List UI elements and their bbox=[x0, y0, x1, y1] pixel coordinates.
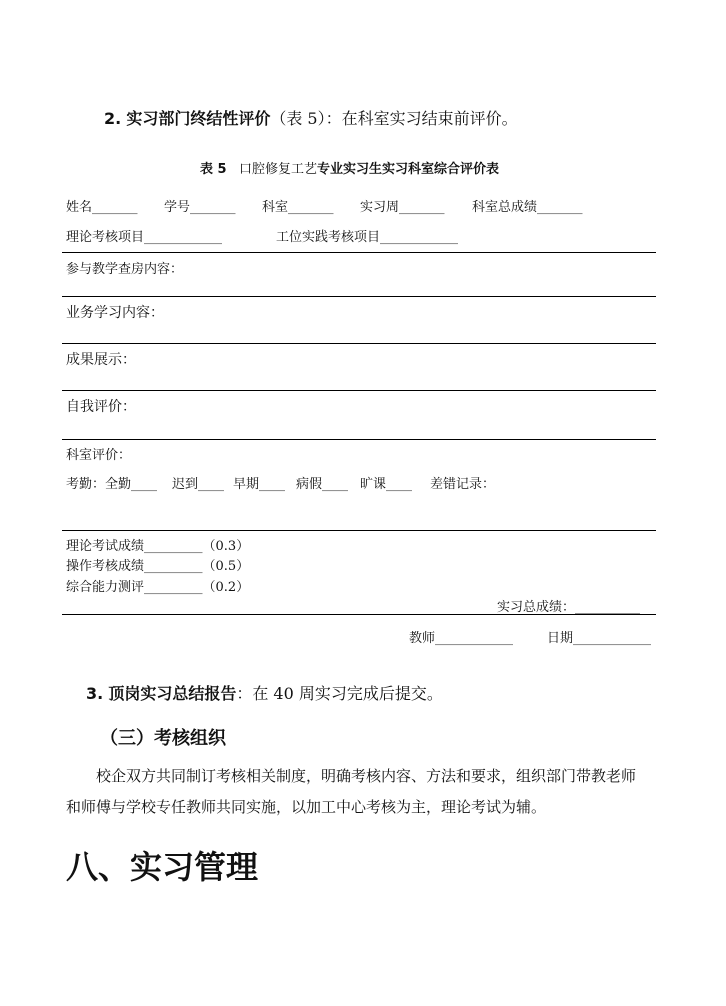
subsection-title: （三）考核组织 bbox=[100, 728, 226, 749]
self-eval-label: 自我评价： bbox=[66, 399, 136, 415]
field-internship-week: 实习周_______ bbox=[360, 200, 445, 215]
field-name: 姓名_______ bbox=[66, 200, 138, 215]
section-3-heading bbox=[86, 681, 443, 704]
divider-6 bbox=[62, 530, 656, 531]
divider-4 bbox=[62, 390, 656, 391]
dept-eval-label: 科室评价： bbox=[66, 448, 132, 463]
score-theory-weight: （0.3） bbox=[202, 539, 250, 554]
attendance-absent: 旷课____ bbox=[360, 477, 413, 492]
table-caption-prefix: 表 5 bbox=[200, 162, 227, 177]
attendance-label: 考勤： bbox=[66, 477, 106, 492]
table-caption-rest: 专业实习生实习科室综合评价表 bbox=[317, 162, 500, 177]
field-theory-items: 理论考核项目____________ bbox=[66, 230, 223, 245]
score-comprehensive-label: 综合能力测评_________ bbox=[66, 580, 203, 595]
score-operation-label: 操作考核成绩_________ bbox=[66, 559, 203, 574]
divider-2 bbox=[62, 296, 656, 297]
section-2-title: 实习部门终结性评价 bbox=[126, 109, 271, 128]
paragraph-line-1: 校企双方共同制订考核相关制度，明确考核内容、方法和要求，组织部门带教老师 bbox=[96, 767, 637, 785]
section-2-heading bbox=[104, 106, 518, 129]
teacher-signature: 教师____________ bbox=[409, 631, 514, 646]
field-practice-items: 工位实践考核项目____________ bbox=[276, 230, 459, 245]
score-theory bbox=[66, 535, 249, 554]
results-label: 成果展示： bbox=[66, 352, 136, 368]
attendance-early-leave: 早期____ bbox=[233, 477, 286, 492]
field-dept-total-score: 科室总成绩_______ bbox=[472, 200, 583, 215]
divider-1 bbox=[62, 252, 656, 253]
attendance-late: 迟到____ bbox=[172, 477, 225, 492]
attendance-error-record: 差错记录： bbox=[430, 477, 496, 492]
divider-5 bbox=[62, 439, 656, 440]
total-internship-score: 实习总成绩：__________ bbox=[497, 600, 641, 615]
score-theory-label: 理论考试成绩_________ bbox=[66, 539, 203, 554]
attendance-row bbox=[66, 473, 157, 492]
business-study-label: 业务学习内容： bbox=[66, 305, 164, 321]
score-operation-weight: （0.5） bbox=[202, 559, 250, 574]
teaching-rounds-label: 参与教学查房内容： bbox=[66, 262, 184, 277]
divider-7 bbox=[62, 614, 656, 615]
divider-3 bbox=[62, 343, 656, 344]
section-3-number: 3. bbox=[86, 684, 104, 703]
field-student-id: 学号_______ bbox=[164, 200, 236, 215]
sign-date: 日期____________ bbox=[547, 631, 652, 646]
table-caption bbox=[200, 158, 499, 177]
section-2-text: 在科室实习结束前评价。 bbox=[341, 109, 518, 128]
score-operation bbox=[66, 555, 249, 574]
table-caption-main: 口腔修复工艺 bbox=[238, 162, 317, 177]
attendance-full: 全勤____ bbox=[105, 477, 158, 492]
section-3-title: 顶岗实习总结报告 bbox=[108, 684, 237, 703]
score-comprehensive-weight: （0.2） bbox=[202, 580, 250, 595]
section-2-number: 2. bbox=[104, 109, 122, 128]
attendance-sick-leave: 病假____ bbox=[296, 477, 349, 492]
section-3-text: ：在 40 周实习完成后提交。 bbox=[236, 684, 443, 703]
section-2-paren: （表 5）： bbox=[270, 109, 342, 128]
paragraph-line-2: 和师傅与学校专任教师共同实施，以加工中心考核为主，理论考试为辅。 bbox=[66, 798, 547, 816]
chapter-title: 八、实习管理 bbox=[66, 848, 259, 886]
field-department: 科室_______ bbox=[262, 200, 334, 215]
score-comprehensive bbox=[66, 576, 249, 595]
